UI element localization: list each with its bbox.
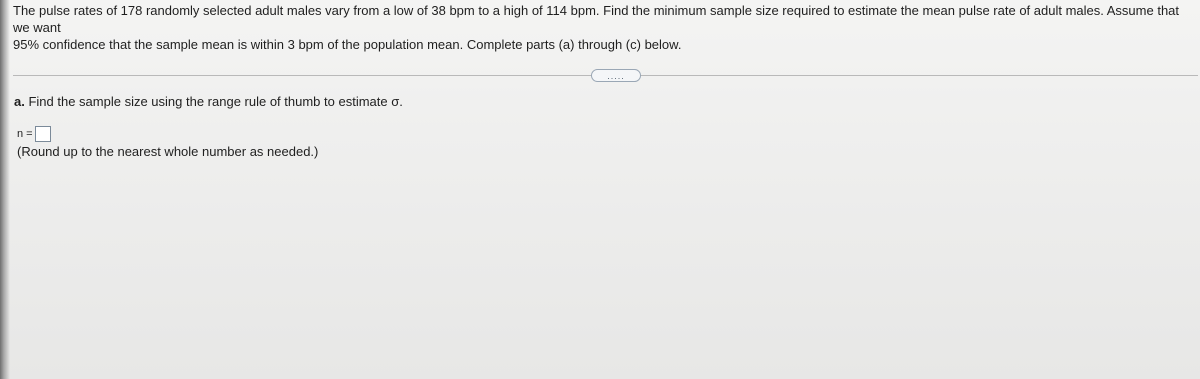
left-shadow-edge [0, 0, 10, 379]
part-a-text: Find the sample size using the range rule of thumb to estimate σ. [28, 94, 403, 109]
answer-prefix: n = [17, 128, 33, 140]
question-text [13, 2, 1193, 53]
answer-row [17, 126, 51, 142]
sample-size-input[interactable] [35, 126, 51, 142]
section-separator [0, 67, 1200, 87]
more-label: ..... [607, 70, 625, 81]
part-a-label: a. [14, 94, 25, 109]
question-line-2: 95% confidence that the sample mean is within 3 bpm of the population mean. Complete parts (a) through (c) below. [13, 37, 682, 52]
rounding-note: (Round up to the nearest whole number as needed.) [17, 144, 319, 159]
question-line-1: The pulse rates of 178 randomly selected adult males vary from a low of 38 bpm to a high of 114 bpm. Find the minimum sample size required to estimate the mean pulse rate of adult males. Assume that we want [13, 3, 1180, 35]
more-button[interactable] [591, 69, 641, 82]
part-a-prompt [14, 94, 403, 110]
